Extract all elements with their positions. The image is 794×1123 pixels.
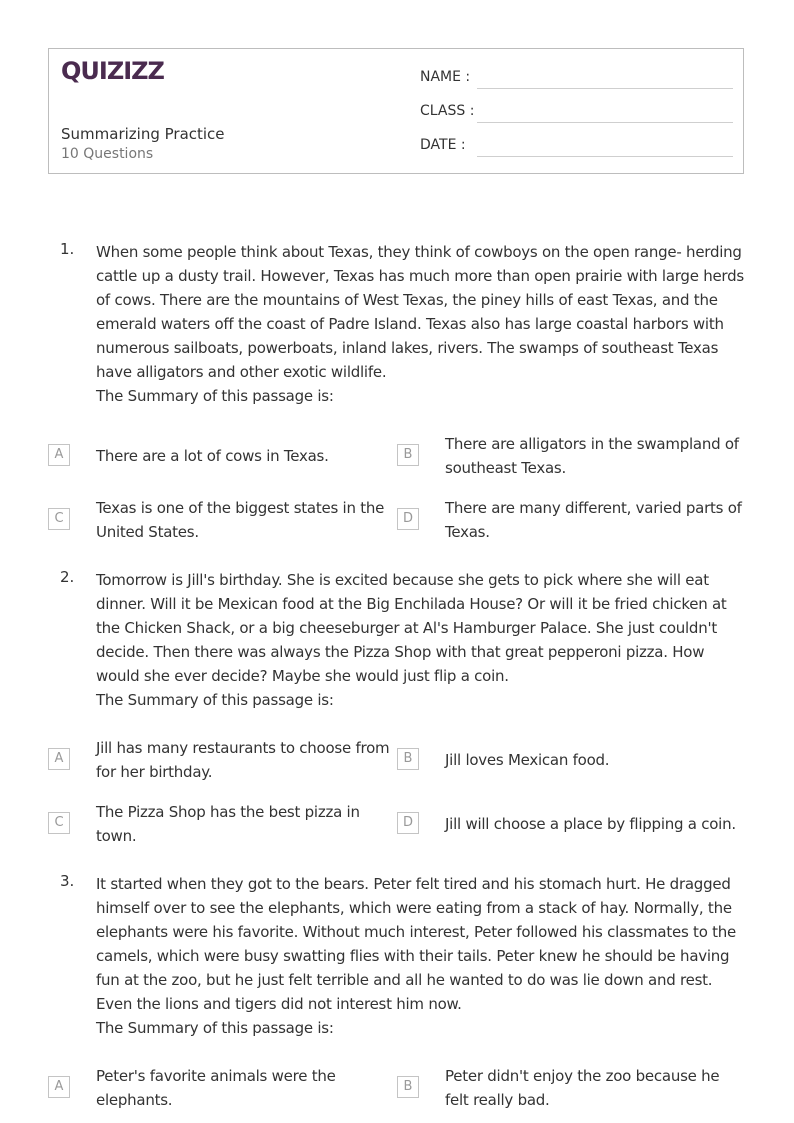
class-label: CLASS :: [420, 103, 475, 119]
class-line[interactable]: [477, 122, 733, 123]
question-count: 10 Questions: [61, 146, 154, 162]
passage: It started when they got to the bears. Peter felt tired and his stomach hurt. He dragged himself over to see the elephants, which were eating from a stack of hay. Normally, the elephants were his favorite. Without much interest, Peter followed his classmates to the camels, which were busy swatting flies with their tails. Peter knew he should be having fun at the zoo, but he just felt terrible and all he wanted to do was lie down and rest. Even the lions and tigers did not interest him now.: [96, 875, 736, 1013]
question-number: 3.: [60, 872, 75, 890]
name-line[interactable]: [477, 88, 733, 89]
option-text: There are many different, varied parts of Texas.: [445, 499, 742, 541]
option-text: There are a lot of cows in Texas.: [96, 447, 329, 465]
option-letter-box: C: [48, 508, 70, 530]
worksheet-header: [48, 48, 744, 174]
option-letter-box: D: [397, 812, 419, 834]
option-letter-box: B: [397, 444, 419, 466]
option-letter-box: A: [48, 444, 70, 466]
option-text: Jill will choose a place by flipping a coin.: [445, 815, 736, 833]
option-text: Peter's favorite animals were the elephants.: [96, 1067, 336, 1109]
date-line[interactable]: [477, 156, 733, 157]
option-letter-box: A: [48, 1076, 70, 1098]
option-text: The Pizza Shop has the best pizza in town.: [96, 803, 360, 845]
worksheet-title: Summarizing Practice: [61, 125, 225, 143]
date-label: DATE :: [420, 137, 466, 153]
option-letter-box: C: [48, 812, 70, 834]
option-text: There are alligators in the swampland of southeast Texas.: [445, 435, 739, 477]
question-text: [96, 568, 748, 712]
prompt: The Summary of this passage is:: [96, 691, 334, 709]
prompt: The Summary of this passage is:: [96, 387, 334, 405]
question-text: [96, 872, 748, 1040]
option-text: Texas is one of the biggest states in the United States.: [96, 499, 385, 541]
question-text: [96, 240, 748, 408]
question-number: 1.: [60, 240, 75, 258]
option-text: Peter didn't enjoy the zoo because he felt really bad.: [445, 1067, 720, 1109]
option-letter-box: B: [397, 748, 419, 770]
passage: Tomorrow is Jill's birthday. She is excited because she gets to pick where she will eat dinner. Will it be Mexican food at the Big Enchilada House? Or will it be fried chicken at the Chicken Shack, or a big cheeseburger at Al's Hamburger Palace. She just couldn't decide. Then there was always the Pizza Shop with that great pepperoni pizza. How would she ever decide? Maybe she would just flip a coin.: [96, 571, 727, 685]
quizizz-logo: QUIZIZZ: [61, 57, 164, 85]
passage: When some people think about Texas, they think of cowboys on the open range- herding cattle up a dusty trail. However, Texas has much more than open prairie with large herds of cows. There are the mountains of West Texas, the piney hills of east Texas, and the emerald waters off the coast of Padre Island. Texas also has large coastal harbors with numerous sailboats, powerboats, inland lakes, rivers. The swamps of southeast Texas have alligators and other exotic wildlife.: [96, 243, 744, 381]
prompt: The Summary of this passage is:: [96, 1019, 334, 1037]
option-letter-box: D: [397, 508, 419, 530]
name-label: NAME :: [420, 69, 471, 85]
option-text: Jill has many restaurants to choose from for her birthday.: [96, 739, 390, 781]
option-letter-box: B: [397, 1076, 419, 1098]
question-number: 2.: [60, 568, 75, 586]
option-text: Jill loves Mexican food.: [445, 751, 610, 769]
option-letter-box: A: [48, 748, 70, 770]
